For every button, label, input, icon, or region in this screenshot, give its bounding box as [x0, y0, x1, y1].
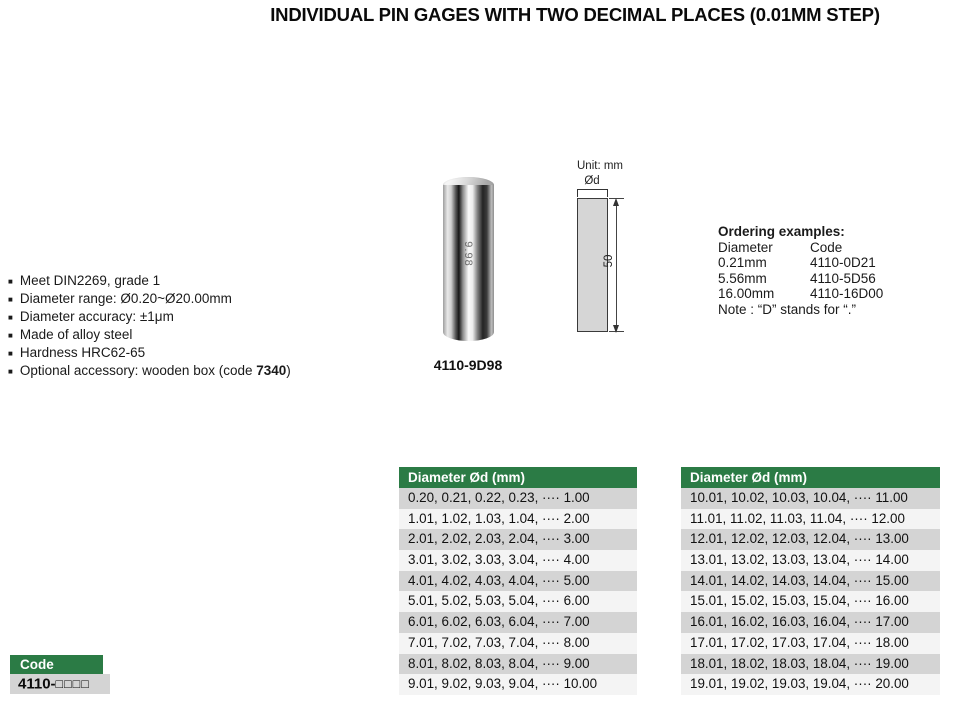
ordering-diameter: 0.21mm: [718, 255, 767, 271]
ordering-columns-row: [718, 240, 933, 256]
table-row: 11.01, 11.02, 11.03, 11.04, ···· 12.00: [681, 509, 940, 530]
table-row: 4.01, 4.02, 4.03, 4.04, ···· 5.00: [399, 571, 637, 592]
ordering-diameter: 5.56mm: [718, 270, 767, 286]
diameter-dimension-label: Ød: [584, 175, 600, 187]
dimension-tick: [577, 189, 578, 197]
table-row: 19.01, 19.02, 19.03, 19.04, ···· 20.00: [681, 674, 940, 695]
table-row: 2.01, 2.02, 2.03, 2.04, ···· 3.00: [399, 529, 637, 550]
table-row: 6.01, 6.02, 6.03, 6.04, ···· 7.00: [399, 612, 637, 633]
table-row: 15.01, 15.02, 15.03, 15.04, ···· 16.00: [681, 591, 940, 612]
ordering-note: Note : “D” stands for “.”: [718, 301, 857, 317]
table-row: 9.01, 9.02, 9.03, 9.04, ···· 10.00: [399, 674, 637, 695]
ordering-row: [718, 271, 933, 287]
table-row: 13.01, 13.02, 13.03, 13.04, ···· 14.00: [681, 550, 940, 571]
table-row: 3.01, 3.02, 3.03, 3.04, ···· 4.00: [399, 550, 637, 571]
diameter-table-2: [681, 467, 940, 695]
table-row: 0.20, 0.21, 0.22, 0.23, ···· 1.00: [399, 488, 637, 509]
arrow-down-icon: [613, 325, 619, 333]
diameter-dimension-line: [577, 189, 608, 190]
unit-label: Unit: mm: [577, 160, 623, 172]
table-header: Diameter Ød (mm): [681, 467, 940, 488]
ordering-code: 4110-0D21: [810, 255, 876, 271]
ordering-heading: Ordering examples:: [718, 224, 845, 239]
ordering-examples: [718, 224, 933, 318]
ordering-code: 4110-5D56: [810, 270, 876, 286]
table-row: 5.01, 5.02, 5.03, 5.04, ···· 6.00: [399, 591, 637, 612]
bullet-icon: ■: [8, 330, 13, 340]
ordering-col-code: Code: [810, 239, 843, 255]
bullet-icon: ■: [8, 348, 13, 358]
table-row: 14.01, 14.02, 14.03, 14.04, ···· 15.00: [681, 571, 940, 592]
ordering-code: 4110-16D00: [810, 286, 884, 302]
bullet-icon: ■: [8, 276, 13, 286]
length-dimension-label: 50: [603, 254, 615, 268]
table-row: 12.01, 12.02, 12.03, 12.04, ···· 13.00: [681, 529, 940, 550]
feature-item: [8, 344, 291, 362]
table-row: 16.01, 16.02, 16.03, 16.04, ···· 17.00: [681, 612, 940, 633]
feature-item: [8, 362, 291, 380]
feature-item: [8, 290, 291, 308]
feature-item: [8, 308, 291, 326]
ordering-col-diameter: Diameter: [718, 239, 773, 255]
pin-model-label: 4110-9D98: [433, 357, 503, 373]
code-prefix: 4110-: [18, 675, 56, 693]
feature-text: Made of alloy steel: [19, 327, 133, 343]
table-row: 10.01, 10.02, 10.03, 10.04, ···· 11.00: [681, 488, 940, 509]
table-row: 18.01, 18.02, 18.03, 18.04, ···· 19.00: [681, 654, 940, 675]
table-row: 17.01, 17.02, 17.03, 17.04, ···· 18.00: [681, 633, 940, 654]
feature-text-suffix: ): [286, 363, 291, 379]
ordering-row: [718, 255, 933, 271]
bullet-icon: ■: [8, 312, 13, 322]
feature-text-bold: 7340: [256, 363, 287, 379]
code-box-value: [10, 674, 110, 694]
diameter-table-1: [399, 467, 637, 695]
page-title: INDIVIDUAL PIN GAGES WITH TWO DECIMAL PLACES (0.01MM STEP): [270, 4, 880, 25]
pin-engraving-text: 9.98: [462, 241, 474, 267]
feature-text: Optional accessory: wooden box (code: [19, 363, 257, 379]
feature-text: Diameter accuracy: ±1μm: [19, 309, 174, 325]
features-list: [8, 272, 291, 381]
table-row: 1.01, 1.02, 1.03, 1.04, ···· 2.00: [399, 509, 637, 530]
table-row: 7.01, 7.02, 7.03, 7.04, ···· 8.00: [399, 633, 637, 654]
feature-item: [8, 326, 291, 344]
bullet-icon: ■: [8, 366, 13, 376]
ordering-row: [718, 286, 933, 302]
feature-item: [8, 272, 291, 290]
length-dimension-line: [616, 201, 617, 329]
feature-text: Diameter range: Ø0.20~Ø20.00mm: [19, 291, 232, 307]
feature-text: Meet DIN2269, grade 1: [19, 273, 161, 288]
arrow-up-icon: [613, 198, 619, 206]
dimension-tick: [607, 189, 608, 197]
table-row: 8.01, 8.02, 8.03, 8.04, ···· 9.00: [399, 654, 637, 675]
ordering-diameter: 16.00mm: [718, 286, 775, 302]
code-box-header: Code: [10, 655, 103, 674]
code-mask-squares: □□□□: [55, 677, 90, 691]
bullet-icon: ■: [8, 294, 13, 304]
feature-text: Hardness HRC62-65: [19, 345, 146, 361]
table-header: Diameter Ød (mm): [399, 467, 637, 488]
